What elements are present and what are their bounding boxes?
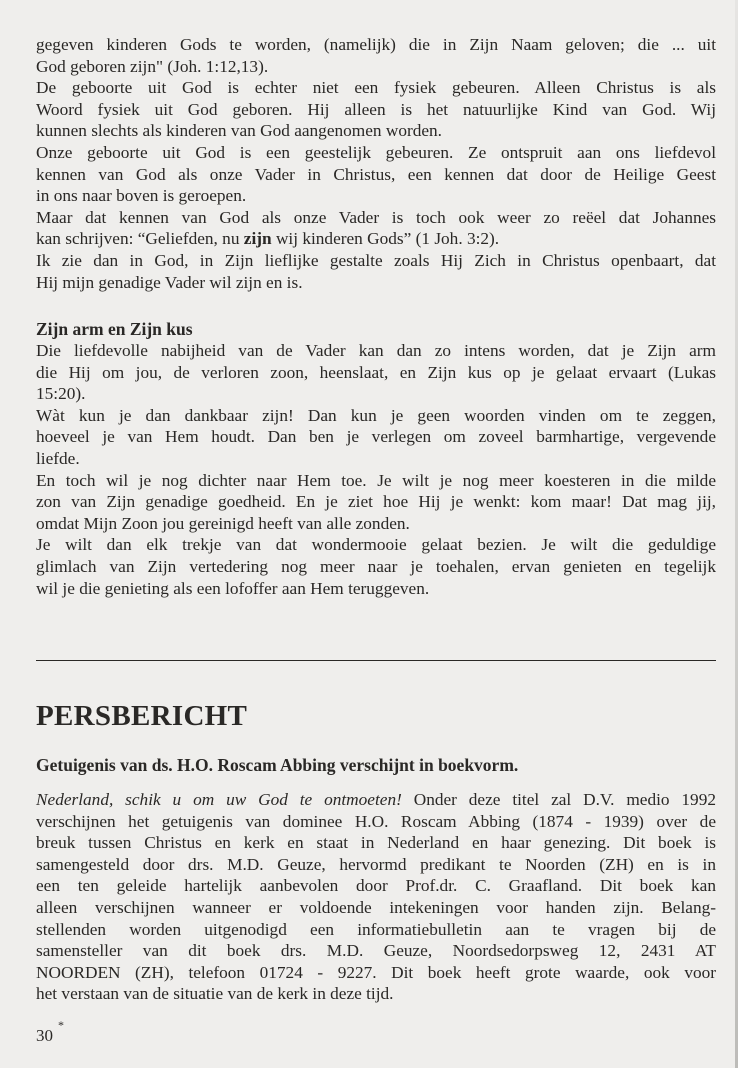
text-line: God geboren zijn" (Joh. 1:12,13).: [36, 56, 269, 76]
text-line: Hij mijn genadige Vader wil zijn en is.: [36, 272, 303, 292]
text-line: NOORDEN (ZH), telefoon 01724 - 9227. Dit boek heeft grote waarde, ook voor: [36, 962, 716, 982]
text-line: het verstaan van de situatie van de kerk in deze tijd.: [36, 984, 394, 1004]
text-line: liefde.: [36, 448, 80, 468]
text-segment: wij kinderen Gods” (1 Joh. 3:2).: [271, 229, 500, 249]
paragraph: [36, 405, 716, 470]
text-line: in ons naar boven is geroepen.: [36, 186, 247, 206]
text-line: 15:20).: [36, 384, 86, 404]
paragraph: [36, 250, 716, 293]
text-line: Woord fysiek uit God geboren. Hij alleen is het natuurlijke Kind van God. Wij: [36, 99, 716, 119]
text-line: kunnen slechts als kinderen van God aangenomen worden.: [36, 121, 442, 141]
text-segment: kan schrijven: “Geliefden, nu: [36, 229, 244, 249]
text-line: alleen verschijnen wanneer er voldoende intekeningen voor handen zijn. Belang-: [36, 897, 716, 917]
text-line: Maar dat kennen van God als onze Vader is toch ook weer zo reëel dat Johannes: [36, 207, 716, 227]
print-mark: *: [58, 1018, 64, 1032]
text-line: Ik zie dan in God, in Zijn lieflijke gestalte zoals Hij Zich in Christus openbaart, dat: [36, 250, 716, 270]
text-line: zon van Zijn genadige goedheid. En je ziet hoe Hij je wenkt: kom maar! Dat mag jij,: [36, 492, 716, 512]
bold-text: zijn: [243, 229, 272, 249]
text-line: Onze geboorte uit God is een geestelijk gebeuren. Ze ontspruit aan ons liefdevol: [36, 142, 716, 162]
text-line: En toch wil je nog dichter naar Hem toe. Je wilt je nog meer koesteren in die milde: [36, 470, 716, 490]
paragraph: [36, 534, 716, 599]
paragraph: [36, 142, 716, 207]
text-line: De geboorte uit God is echter niet een fysiek gebeuren. Alleen Christus is als: [36, 78, 716, 98]
text-line: hoeveel je van Hem houdt. Dan ben je verlegen om zoveel barmhartige, vergevende: [36, 427, 716, 447]
text-line: glimlach van Zijn vertedering nog meer naar je toehalen, ervan genieten en tegelijk: [36, 556, 716, 576]
press-subtitle: Getuigenis van ds. H.O. Roscam Abbing verschijnt in boekvorm.: [36, 755, 519, 775]
italic-book-title: Nederland, schik u om uw God te ontmoeten!: [36, 790, 402, 809]
text-line: een ten geleide hartelijk aanbevolen door Prof.dr. C. Graafland. Dit boek kan: [36, 876, 716, 896]
text-line: verschijnen het getuigenis van dominee H.O. Roscam Abbing (1874 - 1939) over de: [36, 811, 716, 831]
paragraph: [36, 470, 716, 535]
text-line: [36, 228, 716, 250]
press-body: [36, 789, 716, 1005]
text-line: Die liefdevolle nabijheid van de Vader kan dan zo intens worden, dat je Zijn arm: [36, 341, 716, 360]
text-line: [36, 789, 716, 811]
article-continuation: [36, 34, 716, 293]
paragraph: [36, 789, 716, 1005]
paragraph: [36, 340, 716, 405]
paragraph: [36, 207, 716, 250]
text-line: Wàt kun je dan dankbaar zijn! Dan kun je geen woorden vinden om te zeggen,: [36, 405, 716, 425]
section-heading: Zijn arm en Zijn kus: [36, 319, 193, 339]
page-number: 30: [36, 1026, 53, 1045]
paragraph: [36, 77, 716, 142]
divider: [36, 660, 716, 661]
text-line: die Hij om jou, de verloren zoon, heenslaat, en Zijn kus op je gelaat ervaart (Lukas: [36, 362, 716, 382]
section-body: [36, 340, 716, 599]
paragraph: [36, 34, 716, 77]
text-line: kennen van God als onze Vader in Christus, een kennen dat door de Heilige Geest: [36, 164, 716, 184]
text-segment: Onder deze titel zal D.V. medio 1992: [401, 790, 716, 809]
text-line: samengesteld door drs. M.D. Geuze, hervormd predikant te Noorden (ZH) en is in: [36, 854, 716, 874]
text-line: wil je die genieting als een lofoffer aan Hem teruggeven.: [36, 578, 430, 598]
text-line: Je wilt dan elk trekje van dat wondermooie gelaat bezien. Je wilt die geduldige: [36, 535, 716, 555]
text-line: samensteller van dit boek drs. M.D. Geuze, Noordsedorpsweg 12, 2431 AT: [36, 941, 716, 961]
text-line: stellenden worden uitgenodigd een informatiebulletin aan te vragen bij de: [36, 919, 716, 939]
text-line: omdat Mijn Zoon jou gereinigd heeft van alle zonden.: [36, 513, 410, 533]
section-zijn-arm: [36, 318, 716, 599]
press-title: PERSBERICHT: [36, 700, 248, 732]
text-line: breuk tussen Christus en kerk en staat in Nederland en haar genezing. Dit boek is: [36, 833, 716, 853]
text-line: gegeven kinderen Gods te worden, (namelijk) die in Zijn Naam geloven; die ... uit: [36, 35, 716, 54]
